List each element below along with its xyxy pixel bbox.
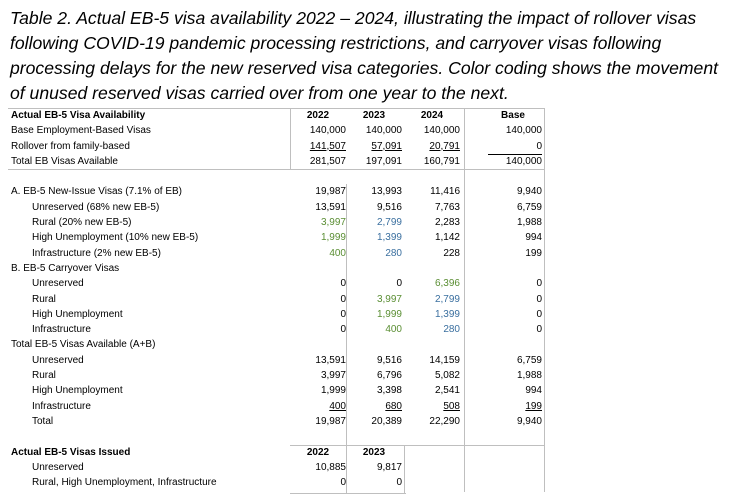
table-cell xyxy=(404,154,460,169)
table-cell xyxy=(484,383,542,398)
table-cell xyxy=(484,276,542,291)
row-label: High Unemployment (10% new EB-5) xyxy=(32,232,199,244)
row-label: Rollover from family-based xyxy=(11,140,130,152)
table-cell xyxy=(484,307,542,322)
table-cell xyxy=(484,215,542,230)
table-cell xyxy=(290,123,346,138)
cell-value: 0 xyxy=(536,278,542,290)
table-row xyxy=(0,154,545,169)
table-cell xyxy=(290,322,346,337)
table-row xyxy=(0,215,545,230)
table-cell xyxy=(290,184,346,199)
table-cell xyxy=(484,230,542,245)
table-cell xyxy=(404,322,460,337)
cell-value: 1,999 xyxy=(320,232,346,244)
cell-value: 199 xyxy=(525,247,542,259)
table-cell xyxy=(484,292,542,307)
table-cell xyxy=(404,230,460,245)
table-cell xyxy=(404,307,460,322)
cell-value: 280 xyxy=(385,247,402,259)
cell-value: 1,999 xyxy=(320,385,346,397)
table-cell xyxy=(346,383,402,398)
cell-value: 13,591 xyxy=(315,354,346,366)
row-label: Actual EB-5 Visa Availability xyxy=(11,110,146,121)
column-header: Base xyxy=(501,110,525,121)
cell-value: 0 xyxy=(396,278,402,290)
cell-value: 2,283 xyxy=(434,217,460,229)
cell-value: 160,791 xyxy=(423,155,460,167)
cell-value: 3,997 xyxy=(320,370,346,382)
cell-value: 9,940 xyxy=(516,415,542,427)
table-cell xyxy=(404,276,460,291)
cell-value: 22,290 xyxy=(429,415,460,427)
column-header: 2022 xyxy=(306,446,330,458)
row-label: Rural xyxy=(32,370,56,382)
table-row xyxy=(0,414,545,429)
cell-value: 2,541 xyxy=(434,385,460,397)
table-cell xyxy=(404,383,460,398)
cell-value: 10,885 xyxy=(315,461,346,473)
table-row xyxy=(0,368,545,383)
table-row xyxy=(0,353,545,368)
cell-value: 2,799 xyxy=(376,217,402,229)
cell-value: 6,759 xyxy=(516,354,542,366)
table-cell xyxy=(290,475,346,490)
table-cell xyxy=(290,383,346,398)
table-cell xyxy=(290,230,346,245)
table-cell xyxy=(346,200,402,215)
row-label: Unreserved xyxy=(32,354,84,366)
table-cell xyxy=(346,123,402,138)
table-cell xyxy=(346,307,402,322)
cell-value: 6,759 xyxy=(516,201,542,213)
cell-value: 2,799 xyxy=(434,293,460,305)
table-cell xyxy=(290,215,346,230)
table-cell xyxy=(346,414,402,429)
table-row xyxy=(0,276,545,291)
cell-value: 7,763 xyxy=(434,201,460,213)
cell-value: 140,000 xyxy=(505,125,542,137)
table-cell xyxy=(346,292,402,307)
row-label: Actual EB-5 Visas Issued xyxy=(11,446,131,458)
table-row xyxy=(0,399,545,414)
row-label: Rural xyxy=(32,293,56,305)
cell-value: 141,507 xyxy=(309,140,346,152)
row-label: Base Employment-Based Visas xyxy=(11,125,151,137)
table-cell xyxy=(290,276,346,291)
table-cell xyxy=(346,399,402,414)
table-cell xyxy=(484,414,542,429)
table-row xyxy=(0,123,545,138)
table-cell xyxy=(346,184,402,199)
cell-value: 140,000 xyxy=(309,125,346,137)
cell-value: 228 xyxy=(443,247,460,259)
table-cell xyxy=(404,215,460,230)
row-label: Unreserved (68% new EB-5) xyxy=(32,201,160,213)
row-label: Total xyxy=(32,415,54,427)
cell-value: 3,997 xyxy=(376,293,402,305)
table-cell xyxy=(346,475,402,490)
visa-availability-table xyxy=(0,108,545,490)
row-label: High Unemployment xyxy=(32,308,123,320)
table-cell xyxy=(404,353,460,368)
table-cell xyxy=(346,276,402,291)
table-cell xyxy=(346,322,402,337)
table-cell xyxy=(290,200,346,215)
table-cell xyxy=(484,200,542,215)
table-cell xyxy=(484,184,542,199)
cell-value: 1,399 xyxy=(376,232,402,244)
row-label: Unreserved xyxy=(32,461,84,473)
table-cell xyxy=(346,108,402,123)
table-row xyxy=(0,139,545,154)
table-caption: Table 2. Actual EB-5 visa availability 2022 – 2024, illustrating the impact of rollover visas following COVID-19 pandemic processing restrictions, and carryover visas following processing delays for the new reserved visa categories. Color coding shows the movement of unused reserved visas carried over from one year to the next. xyxy=(10,8,719,103)
table-row xyxy=(0,108,545,123)
cell-value: 508 xyxy=(443,400,460,412)
table-row xyxy=(0,261,545,276)
table-cell xyxy=(484,123,542,138)
cell-value: 0 xyxy=(536,293,542,305)
cell-value: 13,993 xyxy=(371,186,402,198)
table-cell xyxy=(484,399,542,414)
cell-value: 6,796 xyxy=(376,370,402,382)
table-row xyxy=(0,460,545,475)
cell-value: 1,988 xyxy=(516,217,542,229)
table-row xyxy=(0,445,545,460)
cell-value: 6,396 xyxy=(434,278,460,290)
cell-value: 9,817 xyxy=(376,461,402,473)
row-label: A. EB-5 New-Issue Visas (7.1% of EB) xyxy=(11,186,182,198)
table-cell xyxy=(404,246,460,261)
cell-value: 3,997 xyxy=(320,217,346,229)
cell-value: 281,507 xyxy=(309,155,346,167)
table-row xyxy=(0,322,545,337)
row-label: Infrastructure (2% new EB-5) xyxy=(32,247,161,259)
table-cell xyxy=(290,368,346,383)
cell-value: 1,399 xyxy=(434,308,460,320)
cell-value: 140,000 xyxy=(505,155,542,167)
row-label: Total EB-5 Visas Available (A+B) xyxy=(11,339,156,351)
table-cell xyxy=(404,184,460,199)
table-cell xyxy=(346,246,402,261)
table-row xyxy=(0,169,545,184)
table-row xyxy=(0,383,545,398)
table-cell xyxy=(346,368,402,383)
table-row xyxy=(0,230,545,245)
cell-value: 0 xyxy=(340,477,346,489)
cell-value: 0 xyxy=(340,278,346,290)
cell-value: 9,940 xyxy=(516,186,542,198)
table-cell xyxy=(484,139,542,154)
table-cell xyxy=(484,322,542,337)
table-cell xyxy=(290,414,346,429)
table-cell xyxy=(404,414,460,429)
row-label: Infrastructure xyxy=(32,400,91,412)
cell-value: 994 xyxy=(525,385,542,397)
table-cell xyxy=(290,445,346,460)
cell-value: 0 xyxy=(536,324,542,336)
table-cell xyxy=(404,108,460,123)
table-bottom-border xyxy=(290,493,406,494)
column-header: 2023 xyxy=(362,446,386,458)
cell-value: 5,082 xyxy=(434,370,460,382)
table-cell xyxy=(346,460,402,475)
table-cell xyxy=(484,154,542,169)
table-row xyxy=(0,292,545,307)
cell-value: 140,000 xyxy=(423,125,460,137)
cell-value: 20,791 xyxy=(429,140,460,152)
table-cell xyxy=(290,108,346,123)
cell-value: 13,591 xyxy=(315,201,346,213)
table-cell xyxy=(346,139,402,154)
cell-value: 400 xyxy=(385,324,402,336)
cell-value: 0 xyxy=(536,140,542,152)
table-row xyxy=(0,200,545,215)
cell-value: 1,999 xyxy=(376,308,402,320)
table-row xyxy=(0,475,545,490)
table-cell xyxy=(290,399,346,414)
table-row xyxy=(0,184,545,199)
cell-value: 140,000 xyxy=(365,125,402,137)
table-cell xyxy=(484,246,542,261)
table-cell xyxy=(290,154,346,169)
cell-value: 14,159 xyxy=(429,354,460,366)
table-cell xyxy=(290,246,346,261)
cell-value: 0 xyxy=(340,293,346,305)
table-cell xyxy=(404,139,460,154)
cell-value: 20,389 xyxy=(371,415,402,427)
row-label: High Unemployment xyxy=(32,385,123,397)
row-label: Rural, High Unemployment, Infrastructure xyxy=(32,477,217,489)
table-cell xyxy=(346,230,402,245)
table-cell xyxy=(290,307,346,322)
cell-value: 680 xyxy=(385,400,402,412)
table-row xyxy=(0,307,545,322)
cell-value: 9,516 xyxy=(376,201,402,213)
cell-value: 3,398 xyxy=(376,385,402,397)
table-cell xyxy=(404,292,460,307)
table-cell xyxy=(346,353,402,368)
table-row xyxy=(0,429,545,444)
column-header: 2024 xyxy=(420,110,444,121)
table-cell xyxy=(404,368,460,383)
table-cell xyxy=(346,215,402,230)
cell-value: 0 xyxy=(340,324,346,336)
cell-value: 57,091 xyxy=(371,140,402,152)
table-cell xyxy=(346,154,402,169)
column-header: 2022 xyxy=(306,110,330,121)
cell-value: 19,987 xyxy=(315,415,346,427)
column-header: 2023 xyxy=(362,110,386,121)
table-row xyxy=(0,246,545,261)
cell-value: 0 xyxy=(536,308,542,320)
table-cell xyxy=(290,139,346,154)
table-cell xyxy=(346,445,402,460)
cell-value: 994 xyxy=(525,232,542,244)
row-label: B. EB-5 Carryover Visas xyxy=(11,262,120,274)
cell-value: 19,987 xyxy=(315,186,346,198)
cell-value: 197,091 xyxy=(365,155,402,167)
cell-value: 199 xyxy=(525,400,542,412)
table-cell xyxy=(484,368,542,383)
table-cell xyxy=(484,108,542,123)
cell-value: 0 xyxy=(340,308,346,320)
cell-value: 9,516 xyxy=(376,354,402,366)
table-cell xyxy=(404,123,460,138)
table-cell xyxy=(484,353,542,368)
cell-value: 11,416 xyxy=(430,186,460,198)
cell-value: 0 xyxy=(396,477,402,489)
row-label: Rural (20% new EB-5) xyxy=(32,217,132,229)
table-cell xyxy=(404,200,460,215)
row-label: Unreserved xyxy=(32,278,84,290)
cell-value: 1,142 xyxy=(434,232,460,244)
cell-value: 280 xyxy=(443,324,460,336)
cell-value: 400 xyxy=(329,247,346,259)
table-cell xyxy=(290,460,346,475)
cell-value: 1,988 xyxy=(516,370,542,382)
table-row xyxy=(0,337,545,352)
table-cell xyxy=(290,353,346,368)
row-label: Total EB Visas Available xyxy=(11,155,118,167)
row-label: Infrastructure xyxy=(32,324,91,336)
cell-value: 400 xyxy=(329,400,346,412)
table-cell xyxy=(290,292,346,307)
table-cell xyxy=(404,399,460,414)
